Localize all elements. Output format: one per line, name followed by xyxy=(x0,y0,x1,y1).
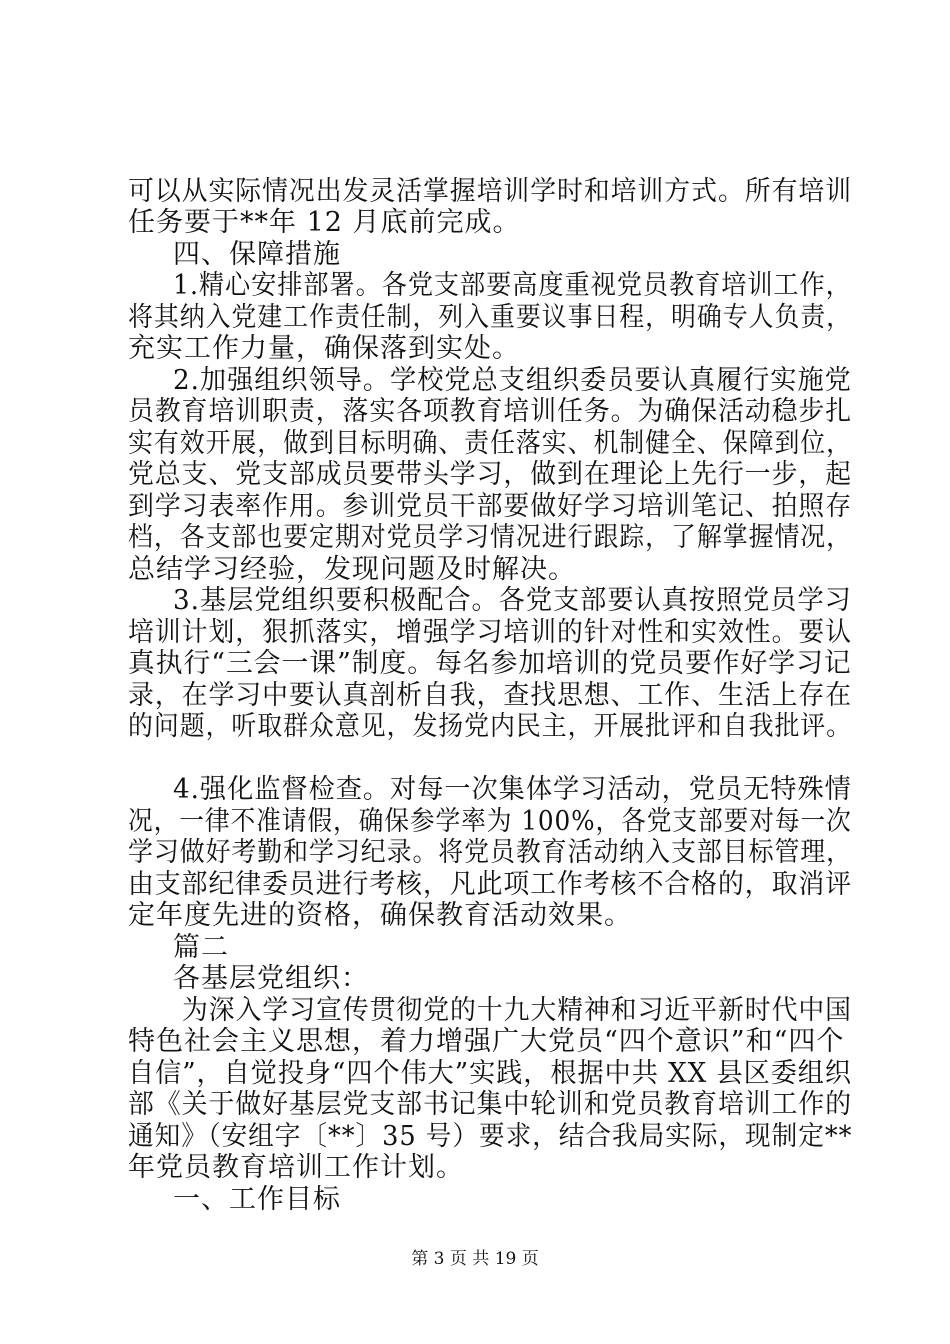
body-line: 4.强化监督检查。对每一次集体学习活动，党员无特殊情 xyxy=(173,774,852,805)
body-line: 的问题，听取群众意见，发扬党内民主，开展批评和自我批评。 xyxy=(128,711,853,742)
body-line: 真执行“三会一课”制度。每名参加培训的党员要作好学习记 xyxy=(128,648,852,679)
body-line: 1.精心安排部署。各党支部要高度重视党员教育培训工作， xyxy=(173,270,852,301)
body-line: 况，一律不准请假，确保参学率为 100%，各党支部要对每一次 xyxy=(128,806,852,837)
body-line: 培训计划，狠抓落实，增强学习培训的针对性和实效性。要认 xyxy=(128,617,853,648)
body-line: 自信”，自觉投身“四个伟大”实践，根据中共 XX 县区委组织 xyxy=(128,1058,853,1089)
body-line: 定年度先进的资格，确保教育活动效果。 xyxy=(128,900,632,931)
body-line: 充实工作力量，确保落到实处。 xyxy=(128,333,520,364)
body-line: 3.基层党组织要积极配合。各党支部要认真按照党员学习 xyxy=(173,585,852,616)
body-line: 党总支、党支部成员要带头学习，做到在理论上先行一步，起 xyxy=(128,459,853,490)
body-line: 2.加强组织领导。学校党总支组织委员要认真履行实施党 xyxy=(173,365,852,396)
body-line: 到学习表率作用。参训党员干部要做好学习培训笔记、拍照存 xyxy=(128,491,853,522)
body-line: 特色社会主义思想，着力增强广大党员“四个意识”和“四个 xyxy=(128,1026,845,1057)
body-line: 可以从实际情况出发灵活掌握培训学时和培训方式。所有培训 xyxy=(128,176,853,207)
body-line: 通知》（安组字〔**〕35 号）要求，结合我局实际，现制定** xyxy=(128,1121,853,1152)
section-heading: 四、保障措施 xyxy=(173,239,341,270)
page-number: 第 3 页 共 19 页 xyxy=(411,1249,539,1269)
section-heading: 一、工作目标 xyxy=(173,1184,341,1215)
body-line: 录，在学习中要认真剖析自我，查找思想、工作、生活上存在 xyxy=(128,680,853,711)
salutation: 各基层党组织： xyxy=(173,963,369,994)
body-line: 员教育培训职责，落实各项教育培训任务。为确保活动稳步扎 xyxy=(128,396,853,427)
body-line: 由支部纪律委员进行考核，凡此项工作考核不合格的，取消评 xyxy=(128,869,853,900)
body-line: 实有效开展，做到目标明确、责任落实、机制健全、保障到位， xyxy=(128,428,853,459)
body-line: 档，各支部也要定期对党员学习情况进行跟踪，了解掌握情况， xyxy=(128,522,853,553)
body-line: 总结学习经验，发现问题及时解决。 xyxy=(128,554,576,585)
body-line: 年党员教育培训工作计划。 xyxy=(128,1152,464,1183)
body-line: 学习做好考勤和学习纪录。将党员教育活动纳入支部目标管理， xyxy=(128,837,853,868)
body-line: 部《关于做好基层党支部书记集中轮训和党员教育培训工作的 xyxy=(128,1089,853,1120)
section-heading: 篇二 xyxy=(173,932,229,963)
body-line: 为深入学习宣传贯彻党的十九大精神和习近平新时代中国 xyxy=(182,995,852,1026)
body-line: 任务要于**年 12 月底前完成。 xyxy=(128,207,521,238)
body-line: 将其纳入党建工作责任制，列入重要议事日程，明确专人负责， xyxy=(128,302,853,333)
